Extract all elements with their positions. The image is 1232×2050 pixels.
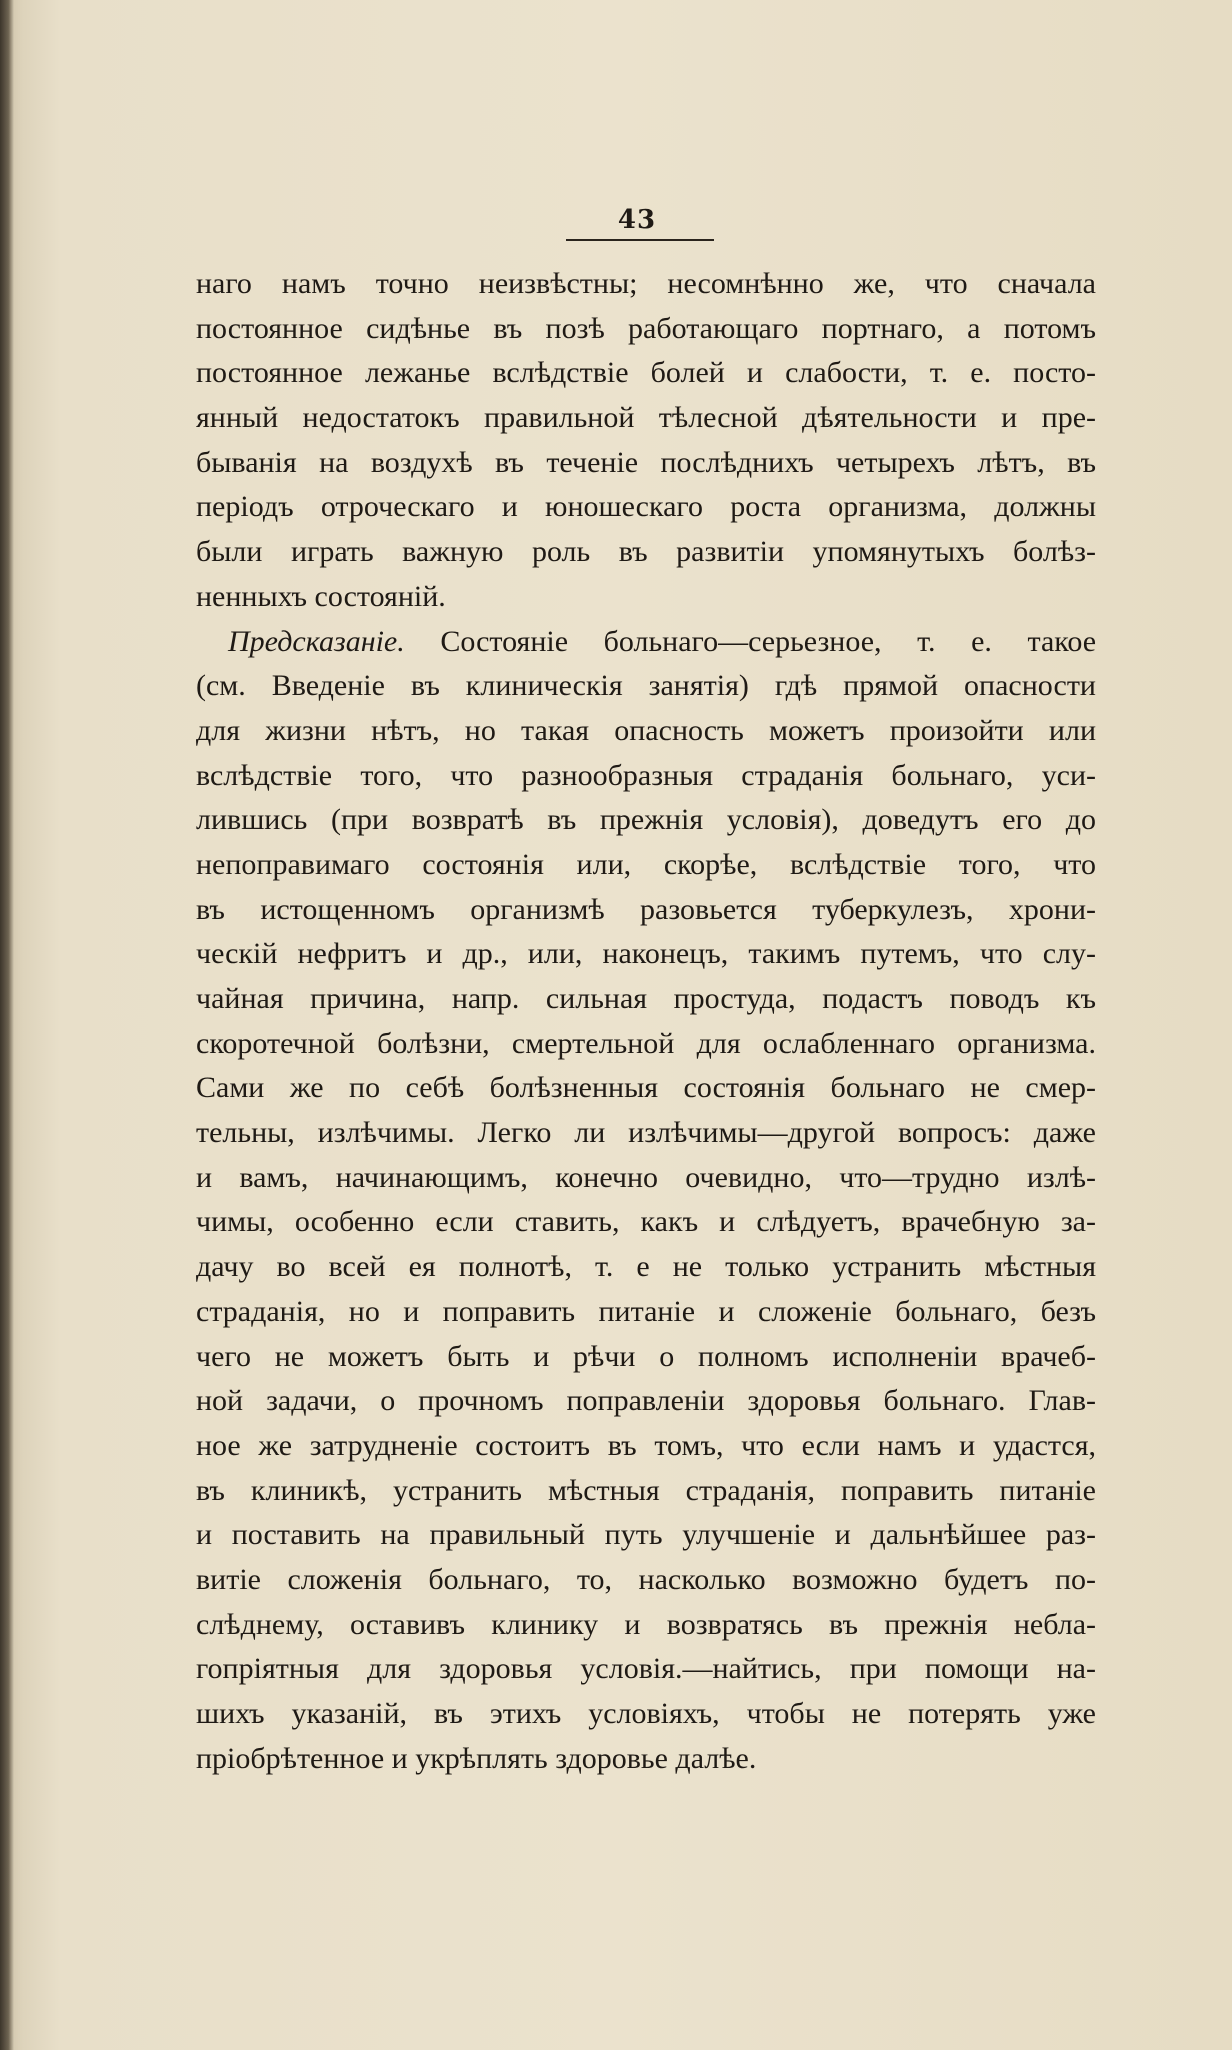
text-line: ческій нефритъ и др., или, наконецъ, такимъ путемъ, что слу- — [196, 937, 1096, 971]
text-line: и вамъ, начинающимъ, конечно очевидно, что—трудно излѣ- — [196, 1160, 1096, 1194]
text-line: пріобрѣтенное и укрѣплять здоровье далѣе. — [196, 1741, 757, 1775]
text-line: скоротечной болѣзни, смертельной для ослабленнаго организма. — [196, 1026, 1096, 1060]
text-line: наго намъ точно неизвѣстны; несомнѣнно же, что сначала — [196, 267, 1096, 300]
text-line: въ истощенномъ организмѣ разовьется туберкулезъ, хрони- — [196, 892, 1096, 926]
text-line: быванія на воздухѣ въ теченіе послѣднихъ четырехъ лѣтъ, въ — [196, 445, 1096, 479]
text-line: въ клиникѣ, устранить мѣстныя страданія, поправить питаніе — [196, 1473, 1096, 1507]
text-line: Сами же по себѣ болѣзненныя состоянія больнаго не смер- — [196, 1071, 1096, 1105]
text-line: періодъ отроческаго и юношескаго роста организма, должны — [196, 490, 1096, 524]
text-line: витіе сложенія больнаго, то, насколько возможно будетъ по- — [196, 1562, 1096, 1596]
paragraph-1 — [196, 262, 1096, 620]
text-line: чего не можетъ быть и рѣчи о полномъ исполненіи врачеб- — [196, 1339, 1096, 1373]
text-line: лившись (при возвратѣ въ прежнія условія), доведутъ его до — [196, 803, 1096, 837]
text-line-first — [196, 620, 1096, 665]
text-line: непоправимаго состоянія или, скорѣе, вслѣдствіе того, что — [196, 847, 1096, 881]
text-line: ной задачи, о прочномъ поправленіи здоровья больнаго. Глав- — [196, 1384, 1096, 1418]
text-line: страданія, но и поправить питаніе и сложеніе больнаго, безъ — [196, 1294, 1096, 1328]
text-line: шихъ указаній, въ этихъ условіяхъ, чтобы не потерять уже — [196, 1697, 1096, 1730]
text-line: постоянное лежанье вслѣдствіе болей и слабости, т. е. посто- — [196, 356, 1096, 390]
page-header — [560, 205, 714, 235]
text-line: чимы, особенно если ставить, какъ и слѣдуетъ, врачебную за- — [196, 1205, 1096, 1239]
text-line: ное же затрудненіе состоитъ въ томъ, что если намъ и удастся, — [196, 1428, 1096, 1462]
text-line: янный недостатокъ правильной тѣлесной дѣятельности и пре- — [196, 401, 1096, 435]
text-line-rest: Состояніе больнаго—серьезное, т. е. такое — [440, 624, 1097, 658]
paragraph-2 — [196, 620, 1096, 1782]
section-lead-heading: Предсказаніе. — [228, 624, 405, 658]
text-line: гопріятныя для здоровья условія.—найтись, при помощи на- — [196, 1652, 1096, 1686]
text-line: тельны, излѣчимы. Легко ли излѣчимы—другой вопросъ: даже — [196, 1116, 1096, 1150]
text-line: слѣднему, оставивъ клинику и возвратясь въ прежнія небла- — [196, 1607, 1096, 1641]
header-rule — [566, 239, 714, 241]
text-line: и поставить на правильный путь улучшеніе и дальнѣйшее раз- — [196, 1518, 1096, 1552]
text-line: постоянное сидѣнье въ позѣ работающаго портнаго, а потомъ — [196, 311, 1096, 345]
text-line: были играть важную роль въ развитіи упомянутыхъ болѣз- — [196, 535, 1096, 569]
body-text — [196, 262, 1096, 1781]
text-line: чайная причина, напр. сильная простуда, подастъ поводъ къ — [196, 982, 1096, 1015]
text-line: для жизни нѣтъ, но такая опасность можетъ произойти или — [196, 713, 1096, 747]
text-line: дачу во всей ея полнотѣ, т. е не только устранить мѣстныя — [196, 1250, 1096, 1284]
page-number: 43 — [617, 205, 657, 235]
text-line: (см. Введеніе въ клиническія занятія) гдѣ прямой опасности — [196, 669, 1096, 703]
text-line: ненныхъ состояній. — [196, 579, 446, 613]
text-line: вслѣдствіе того, что разнообразныя страданія больнаго, уси- — [196, 758, 1096, 792]
